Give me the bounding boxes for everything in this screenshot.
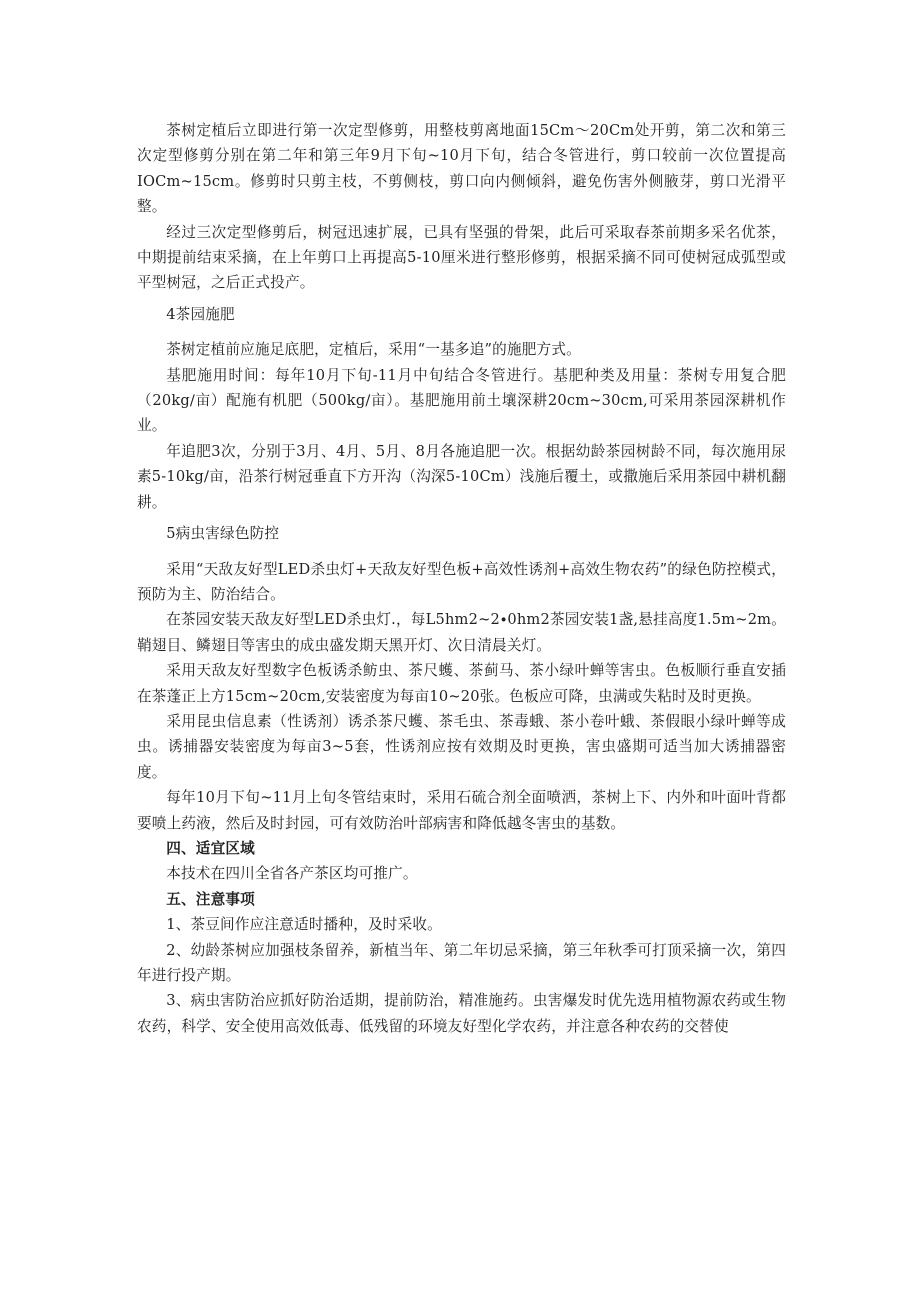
paragraph-pest-control-1: 采用“天敌友好型LED杀虫灯+天敌友好型色板+高效性诱剂+高效生物农药”的绿色防控模式，预防为主、防治结合。 <box>137 560 786 603</box>
paragraph-pest-control-4: 采用昆虫信息素（性诱剂）诱杀茶尺蠖、茶毛虫、茶毒蛾、茶小卷叶蛾、茶假眼小绿叶蝉等成虫。诱捕器安装密度为每亩3~5套，性诱剂应按有效期及时更换，害虫盛期可适当加大诱捕器密度。 <box>137 712 786 781</box>
paragraph-fertilization-2: 基肥施用时间：每年10月下旬-11月中旬结合冬管进行。基肥种类及用量：茶树专用复合肥（20kg∕亩）配施有机肥（500kg∕亩）。基肥施用前土壤深耕20cm~30cm,可采用茶园深耕机作业。 <box>137 366 786 435</box>
paragraph-fertilization-3: 年追肥3次，分别于3月、4月、5月、8月各施追肥一次。根据幼龄茶园树龄不同，每次施用尿素5-10kg∕亩，沿茶行树冠垂直下方开沟（沟深5-10Cm）浅施后覆土，或撒施后采用茶园中耕机翻耕。 <box>137 442 786 511</box>
section-heading-precautions: 五、注意事项 <box>166 890 255 908</box>
paragraph-precaution-1: 1、茶豆间作应注意适时播种，及时采收。 <box>166 916 442 934</box>
paragraph-fertilization-1: 茶树定植前应施足底肥，定植后，采用“一基多追”的施肥方式。 <box>166 341 581 359</box>
section-heading-suitable-region: 四、适宜区域 <box>166 839 255 857</box>
section-heading-fertilization: 4茶园施肥 <box>166 305 235 323</box>
paragraph-pruning-1: 茶树定植后立即进行第一次定型修剪，用整枝剪离地面15Cm～20Cm处开剪，第二次和第三次定型修剪分别在第二年和第三年9月下旬~10月下旬，结合冬管进行，剪口较前一次位置提高IOCm~15cm。修剪时只剪主枝，不剪侧枝，剪口向内侧倾斜，避免伤害外侧腋芽，剪口光滑平整。 <box>137 122 786 216</box>
paragraph-pruning-2: 经过三次定型修剪后，树冠迅速扩展，已具有坚强的骨架，此后可采取春茶前期多采名优茶，中期提前结束采摘，在上年剪口上再提高5-10厘米进行整形修剪，根据采摘不同可使树冠成弧型或平型树冠，之后正式投产。 <box>137 223 786 292</box>
paragraph-precaution-2: 2、幼龄茶树应加强枝条留养，新植当年、第二年切忌采摘，第三年秋季可打顶采摘一次，第四年进行投产期。 <box>137 941 786 984</box>
section-heading-pest-control: 5病虫害绿色防控 <box>166 525 280 543</box>
paragraph-pest-control-5: 每年10月下旬~11月上旬冬管结束时，采用石硫合剂全面喷洒，茶树上下、内外和叶面叶背都要喷上药液，然后及时封园，可有效防治叶部病害和降低越冬害虫的基数。 <box>137 789 786 832</box>
paragraph-pest-control-2: 在茶园安装天敌友好型LED杀虫灯.，每L5hm2~2∙0hm2茶园安装1盏,悬挂高度1.5m~2m。鞘翅目、鳞翅目等害虫的成虫盛发期天黑开灯、次日清晨关灯。 <box>137 611 787 654</box>
paragraph-pest-control-3: 采用天敌友好型数字色板诱杀鲂虫、茶尺蠖、茶蓟马、茶小绿叶蝉等害虫。色板顺行垂直安插在茶蓬正上方15cm~20cm,安装密度为每亩10~20张。色板应可降，虫满或失粘时及时更换。 <box>137 662 786 705</box>
paragraph-precaution-3: 3、病虫害防治应抓好防治适期，提前防治，精准施药。虫害爆发时优先选用植物源农药或生物农药，科学、安全使用高效低毒、低残留的环境友好型化学农药，并注意各种农药的交替使 <box>137 992 786 1035</box>
paragraph-suitable-region: 本技术在四川全省各产茶区均可推广。 <box>166 865 418 883</box>
